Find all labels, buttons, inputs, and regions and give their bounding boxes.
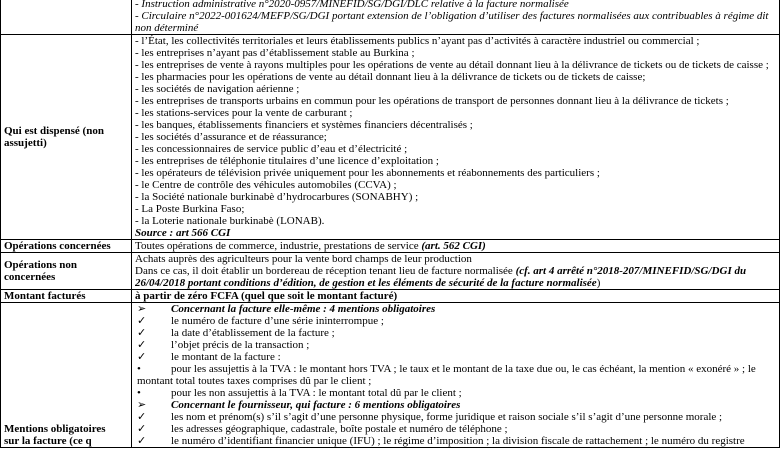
list-item: - les entreprises de transports urbains en commun pour les opérations de transport de personnes donnant lieu à la délivrance de tickets ; <box>135 95 729 107</box>
table-row-references <box>1 0 780 35</box>
operations-text: Toutes opérations de commerce, industrie, prestations de service <box>135 240 419 252</box>
check-icon: ✓ <box>137 339 147 351</box>
mention-text: pour les non assujettis à la TVA : le montant total dû par le client ; <box>171 387 462 399</box>
dot-bullet-icon: • <box>137 363 141 375</box>
non-concernees-end: ) <box>596 277 601 289</box>
mention-text: les nom et prénom(s) s’il s’agit d’une personne physique, forme juridique et raison sociale s’il s’agit d’une personne morale ; <box>171 411 723 423</box>
source-note: Source : art 566 CGI <box>135 227 231 239</box>
mention-text: la date d’établissement de la facture ; <box>171 327 335 339</box>
mention-line <box>135 399 776 411</box>
check-icon: ✓ <box>137 435 147 447</box>
arrow-bullet-icon: ➢ <box>137 399 147 411</box>
montant-label: Montant facturés <box>1 290 132 303</box>
mentions-cell <box>132 303 780 448</box>
list-item: - la Société nationale burkinabè d’hydrocarbures (SONABHY) ; <box>135 191 419 203</box>
check-icon: ✓ <box>137 411 147 423</box>
non-concernees-cell <box>132 253 780 290</box>
mention-text: pour les assujettis à la TVA : le montant hors TVA ; le taux et le montant de la taxe due ou, le cas échéant, la mention « exonéré » ; le <box>171 363 756 375</box>
list-item: - la Loterie nationale burkinabè (LONAB). <box>135 215 325 227</box>
mention-line <box>135 303 776 315</box>
mention-line <box>135 435 776 447</box>
mentions-label: Mentions obligatoires sur la facture (ce q <box>1 303 132 448</box>
dispense-label: Qui est dispensé (non assujetti) <box>1 35 132 240</box>
check-icon: ✓ <box>137 423 147 435</box>
list-item: - les sociétés de navigation aérienne ; <box>135 83 300 95</box>
montant-value: à partir de zéro FCFA (quel que soit le montant facturé) <box>135 290 398 302</box>
reference-line: - Instruction administrative n°2020-0957/MINEFID/SG/DGI/DLC relative à la facture normalisée <box>135 0 569 10</box>
list-item: - les entreprises de vente à rayons multiples pour les opérations de vente au détail donnant lieu à la délivrance de tickets ou de tickets de caisse ; <box>135 59 769 71</box>
table-row-dispense <box>1 35 780 240</box>
list-item: - les sociétés d’assurance et de réassurance; <box>135 131 327 143</box>
non-concernees-line: Achats auprès des agriculteurs pour la vente bord champs de leur production <box>135 253 472 265</box>
table-row-operations <box>1 240 780 253</box>
mention-line <box>135 423 776 435</box>
mention-line <box>135 411 776 423</box>
check-icon: ✓ <box>137 351 147 363</box>
list-item: - les entreprises de téléphonie titulaires d’une licence d’exploitation ; <box>135 155 439 167</box>
mention-line <box>135 327 776 339</box>
reference-line: non déterminé <box>135 22 199 34</box>
list-item: - les stations-services pour la vente de carburant ; <box>135 107 353 119</box>
list-item: - les pharmacies pour les opérations de vente au détail donnant lieu à la délivrance de tickets ou de tickets de caisse; <box>135 71 646 83</box>
mention-line <box>135 315 776 327</box>
mention-text: le numéro de facture d’une série ininterrompue ; <box>171 315 384 327</box>
list-item: - l’État, les collectivités territoriales et leurs établissements publics n’ayant pas d’activités à caractère industriel ou commercial ; <box>135 35 700 47</box>
non-concernees-text: Dans ce cas, il doit établir un bordereau de réception tenant lieu de facture normalisée <box>135 265 513 277</box>
check-icon: ✓ <box>137 315 147 327</box>
non-concernees-label: Opérations non concernées <box>1 253 132 290</box>
table-row-non-concernees <box>1 253 780 290</box>
montant-cell <box>132 290 780 303</box>
operations-label: Opérations concernées <box>1 240 132 253</box>
table-row-montant <box>1 290 780 303</box>
list-item: - le Centre de contrôle des véhicules automobiles (CCVA) ; <box>135 179 397 191</box>
mention-text: Concernant le fournisseur, qui facture : 6 mentions obligatoires <box>171 399 461 411</box>
mention-text: l’objet précis de la transaction ; <box>171 339 310 351</box>
mention-line <box>135 363 776 375</box>
mention-text: montant total toutes taxes comprises dû par le client ; <box>137 375 372 387</box>
table-row-mentions <box>1 303 780 448</box>
list-item: - les concessionnaires de service public d’eau et d’électricité ; <box>135 143 408 155</box>
mention-text: Concernant la facture elle-même : 4 mentions obligatoires <box>171 303 436 315</box>
mention-line <box>135 375 776 387</box>
non-concernees-ref-cont: 26/04/2018 portant conditions d’édition, de gestion et les éléments de sécurité de la facture normalisée <box>135 277 597 289</box>
empty-label-cell <box>1 0 132 35</box>
operations-ref: (art. 562 CGI) <box>421 240 486 252</box>
list-item: - La Poste Burkina Faso; <box>135 203 245 215</box>
dispense-list-cell <box>132 35 780 240</box>
references-cell <box>132 0 780 35</box>
arrow-bullet-icon: ➢ <box>137 303 147 315</box>
mention-text: le numéro d’identifiant financier unique (IFU) ; le régime d’imposition ; la division fiscale de rattachement ; le numéro du registre <box>171 435 745 447</box>
mention-line <box>135 351 776 363</box>
list-item: - les banques, établissements financiers et systèmes financiers décentralisés ; <box>135 119 473 131</box>
mention-line <box>135 387 776 399</box>
operations-cell <box>132 240 780 253</box>
mention-text: le montant de la facture : <box>171 351 281 363</box>
dot-bullet-icon: • <box>137 387 141 399</box>
non-concernees-ref: (cf. art 4 arrêté n°2018-207/MINEFID/SG/DGI du <box>515 265 747 277</box>
reference-line: - Circulaire n°2022-001624/MEFP/SG/DGI portant extension de l’obligation d’utiliser des factures normalisées aux contribuables à régime dit <box>135 10 769 22</box>
list-item: - les entreprises n’ayant pas d’établissement stable au Burkina ; <box>135 47 415 59</box>
list-item: - les opérateurs de télévision privée uniquement pour les abonnements et réabonnements des particuliers ; <box>135 167 600 179</box>
check-icon: ✓ <box>137 327 147 339</box>
mention-text: les adresses géographique, cadastrale, boîte postale et numéro de téléphone ; <box>171 423 508 435</box>
mention-line <box>135 339 776 351</box>
